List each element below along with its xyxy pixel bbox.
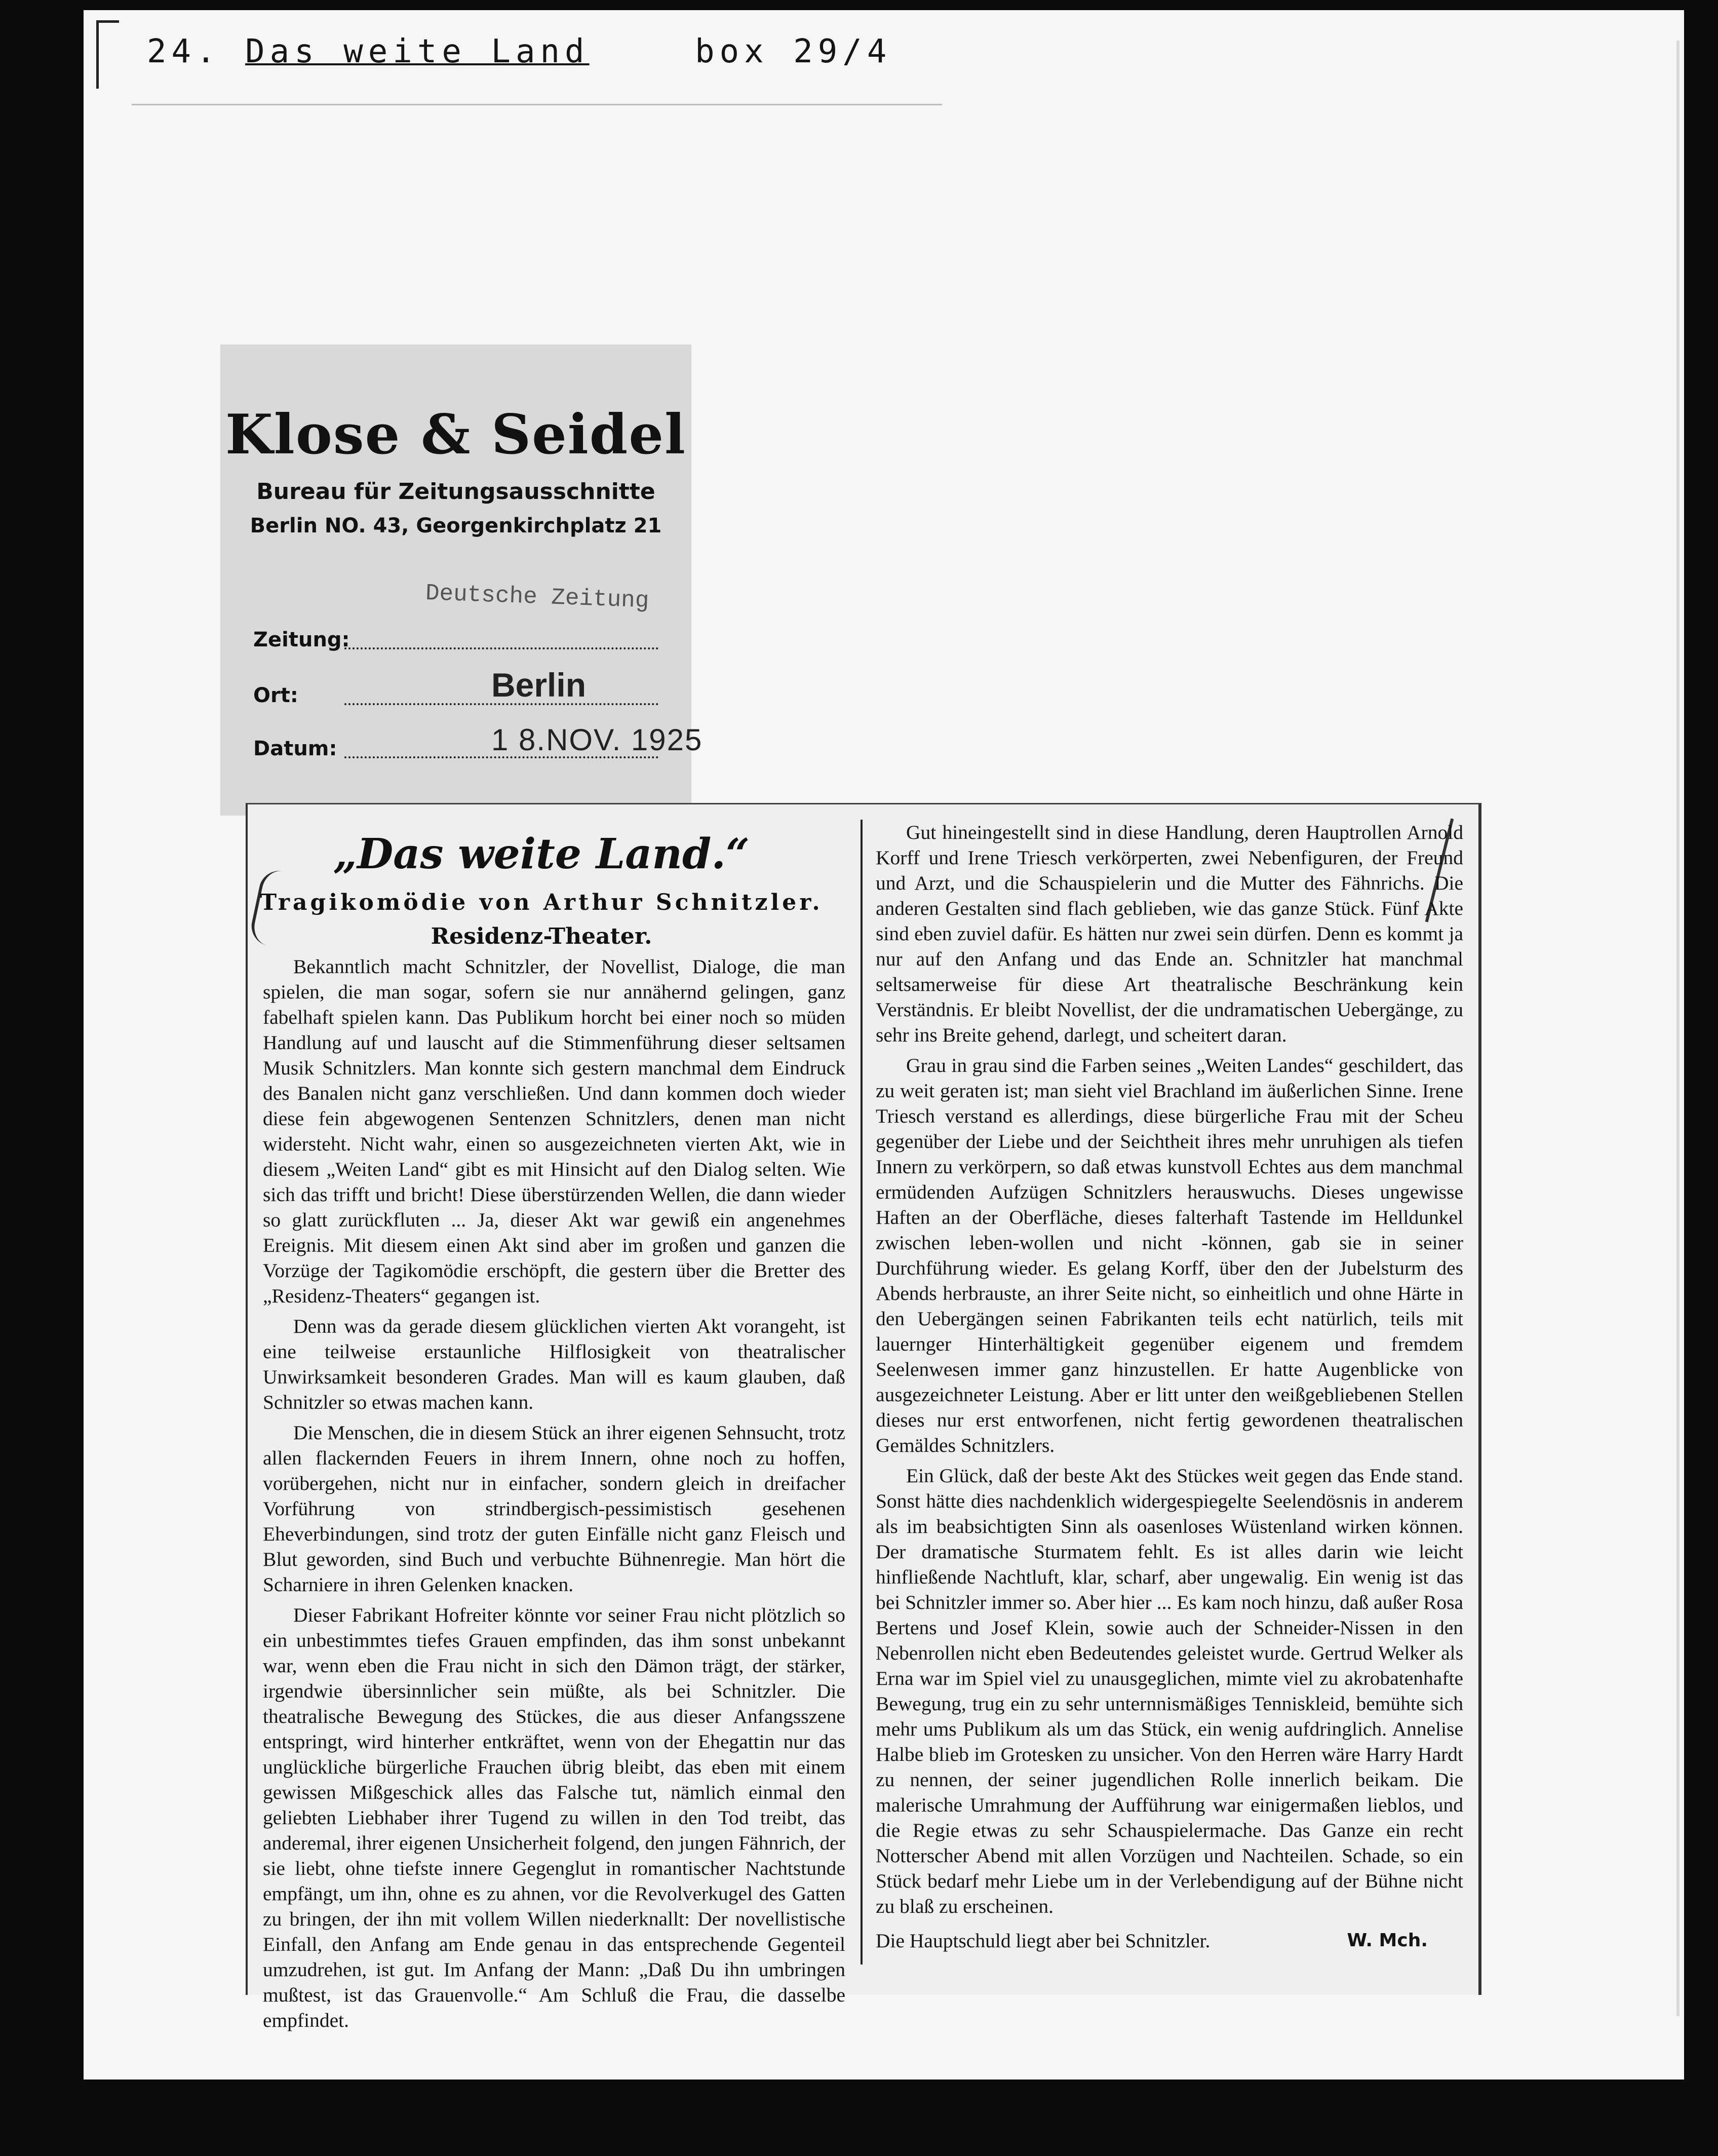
header-title: Das weite Land bbox=[245, 33, 590, 70]
paragraph: Gut hineingestellt sind in diese Handlung, deren Hauptrollen Arnold Korff und Irene Triesch verkörperten, zwei Nebenfiguren, der Freund und Arzt, und die Schauspielerin und die Mutter des Fähnrichs. Die anderen Gestalten sind flach geblieben, wie das ganze Stück. Fünf Akte sind eben zuviel dafür. Es hätten nur zwei sein dürfen. Denn es kommt ja nur auf den Anfang und das Ende an. Schnitzler hat manchmal seltsamerweise für diese Art theatralische Beschränkung kein Verständnis. Er bleibt Novellist, der die undramatischen Uebergänge, zu sehr ins Breite gehend, darlegt, und scheitert daran. bbox=[876, 821, 1463, 1046]
clipping-bureau-stamp bbox=[220, 344, 703, 816]
archive-header bbox=[147, 33, 891, 70]
stamp-newspaper: Deutsche Zeitung bbox=[425, 580, 650, 614]
stamp-subtitle: Bureau für Zeitungsausschnitte bbox=[256, 479, 655, 505]
label-zeitung: Zeitung: bbox=[253, 628, 350, 651]
header-number: 24. bbox=[147, 33, 221, 70]
stamp-row-zeitung bbox=[253, 623, 658, 653]
author-signature: W. Mch. bbox=[1347, 1930, 1428, 1951]
paragraph: Denn was da gerade diesem glücklichen vierten Akt vorangeht, ist eine teilweise erstaunliche Hilflosigkeit von theatralischer Unwirksamkeit besonderen Grades. Man will es kaum glauben, daß Schnitzler so etwas machen kann. bbox=[263, 1315, 845, 1413]
stamp-company: Klose & Seidel bbox=[225, 403, 687, 467]
paragraph: Dieser Fabrikant Hofreiter könnte vor seiner Frau nicht plötzlich so ein unbestimmtes tiefes Grauen empfinden, das ihm sonst unbekannt war, wenn eben die Frau nicht in sich den Dämon trägt, der stärker, irgendwie übersinnlicher sein müßte, als bei Schnitzler. Die theatralische Bewegung des Stückes, die aus dieser Anfangsszene entspringt, wird hinterher entkräftet, wenn von der Ehegattin nur das unglückliche bürgerliche Frauchen übrig bleibt, das eben mit einem gewissen Mißgeschick alles das Falsche tut, nämlich einmal den geliebten Liebhaber ihrer Tugend zu willen in den Tod treibt, das anderemal, ihrer eigenen Unsicherheit folgend, den jungen Fähnrich, der sie liebt, ohne tiefste innere Gegenglut in romantischer Nachtstunde empfängt, um ihn, ohne es zu ahnen, vor die Revolverkugel des Gatten zu bringen, der ihn mit vollem Willen niederknallt: Der novellistische Einfall, den Anfang am Ende genau in das entsprechende Gegenteil umzudrehen, ist gut. Im Anfang der Mann: „Daß Du ihn umbringen mußtest, ist das Grauenvolle.“ Am Schluß die Frau, die dasselbe empfindet. bbox=[263, 1604, 845, 2031]
paragraph: Die Menschen, die in diesem Stück an ihrer eigenen Sehnsucht, trotz allen flackernden Feuers in ihrem Innern, ohne noch zu hoffen, vorübergehen, nicht nur in einfacher, sondern gleich in dreifacher Vorführung von strindbergisch-pessimistisch gesehenen Eheverbindungen, sind trotz der guten Einfälle nicht ganz Fleisch und Blut geworden, sind Buch und verbuchte Bühnenregie. Man hört die Scharniere in ihren Gelenken knacken. bbox=[263, 1421, 845, 1596]
article-column-right bbox=[876, 820, 1463, 1953]
paragraph: Grau in grau sind die Farben seines „Weiten Landes“ geschildert, das zu weit geraten ist; man sieht viel Brachland im äußerlichen Sinne. Irene Triesch verstand es allerdings, diese bürgerliche Frau mit der Scheu gegenüber der Liebe und der Seichtheit ihres mehr unruhigen als tiefen Innern zu verkörpern, so daß etwas kunstvoll Echtes aus dem manchmal ermüdenden Aufzügen Schnitzlers herauswuchs. Dieses ungewisse Haften an der Oberfläche, dieses falterhaft Tastende im Helldunkel zwischen leben-wollen und nicht -können, gab sie in seiner Durchführung wieder. Es gelang Korff, über den der Jubelsturm des Abends herbrauste, an ihrer Seite nicht, so einheitlich und ohne Härte in den Uebergängen seinen Fabrikanten teils echt natürlich, teils mit lauernger Hinterhältigkeit gegenüber eigenem und fremdem Seelenwesen immer ganz hinzustellen. Er hatte Augenblicke von ausgezeichneter Leistung. Aber er litt unter den weißgebliebenen Stellen dieses nur erst entworfenen, nicht fertig gewordenen theatralischen Gemäldes Schnitzlers. bbox=[876, 1054, 1463, 1456]
stamp-row-datum bbox=[253, 723, 703, 762]
stamp-address: Berlin NO. 43, Georgenkirchplatz 21 bbox=[250, 514, 662, 537]
column-divider bbox=[861, 820, 863, 1965]
header-rule bbox=[132, 104, 942, 105]
article-column-left bbox=[263, 954, 845, 2038]
newspaper-clipping bbox=[246, 803, 1481, 2031]
article-title: „Das weite Land.“ bbox=[333, 830, 750, 878]
line-zeitung bbox=[344, 647, 658, 649]
paragraph: Bekanntlich macht Schnitzler, der Novellist, Dialoge, die man spielen, die man sogar, sofern sie nur annähernd gelingen, ganz fabelhaft spielen kann. Das Publikum horcht bei einer noch so müden Handlung auf und lauscht auf die Stimmenführung dieser seltsamen Musik Schnitzlers. Man konnte sich gestern manchmal dem Eindruck des Banalen nicht ganz verschließen. Und dann kommen doch wieder diese fein abgewogenen Sentenzen Schnitzlers, denen man nicht widersteht. Nicht wahr, einen so ausgezeichneten vierten Akt, wie in diesem „Weiten Land“ gibt es mit Hinsicht auf den Dialog selten. Wie sich das trifft und bricht! Diese überstürzenden Wellen, die dann wieder so glatt zurückfluten ... Ja, dieser Akt war gewiß ein angenehmes Ereignis. Mit diesem einen Akt sind aber im großen und ganzen die Vorzüge der Tagikomödie erschöpft, die gestern über die Bretter des „Residenz-Theaters“ gegangen ist. bbox=[263, 955, 845, 1307]
value-datum: 1 8.NOV. 1925 bbox=[491, 723, 703, 757]
value-ort: Berlin bbox=[491, 666, 587, 704]
closing-line bbox=[876, 1928, 1463, 1953]
header-box: box 29/4 bbox=[695, 33, 892, 70]
sheet-edge bbox=[1676, 41, 1680, 2016]
paragraph: Ein Glück, daß der beste Akt des Stückes weit gegen das Ende stand. Sonst hätte dies nachdenklich widergespiegelte Seelendösnis in anderem als im beabsichtigten Sinn als oasenloses Wüstenland wirken können. Der dramatische Sturmatem fehlt. Es ist alles darin wie leicht hinfließende Nachtluft, klar, scharf, aber ungewalig. Ein wenig ist das bei Schnitzler immer so. Aber hier ... Es kam noch hinzu, daß außer Rosa Bertens und Josef Klein, sowie auch der Schneider-Nissen in den Nebenrollen nicht eben Bedeutendes geleistet wurde. Gertrud Welker als Erna war im Spiel viel zu unausgeglichen, mimte viel zu akrobatenhafte Bewegung, trug ein zu sehr unternnismäßiges Tenniskleid, bemühte sich mehr ums Publikum als um das Stück, ein wenig aufdringlich. Annelise Halbe blieb im Grotesken zu unsicher. Von den Herren wäre Harry Hardt zu nennen, der seiner jugendlichen Rolle innerlich beikam. Die malerische Umrahmung der Aufführung war einigermaßen lieblos, und die Regie etwas zu sehr Schauspielermache. Das Ganze ein recht Notterscher Abend mit allen Vorzügen und Nachteilen. Schade, so ein Stück bedarf mehr Liebe um in der Verlebendigung auf der Bühne nicht zu blaß zu erscheinen. bbox=[876, 1465, 1463, 1917]
article-theater: Residenz-Theater. bbox=[431, 923, 652, 949]
label-datum: Datum: bbox=[253, 737, 337, 760]
stamp-row-ort bbox=[253, 666, 658, 709]
closing-sentence: Die Hauptschuld liegt aber bei Schnitzler. bbox=[876, 1930, 1211, 1952]
article-subtitle: Tragikomödie von Arthur Schnitzler. bbox=[260, 890, 823, 915]
label-ort: Ort: bbox=[253, 684, 298, 707]
corner-mark bbox=[96, 20, 119, 89]
